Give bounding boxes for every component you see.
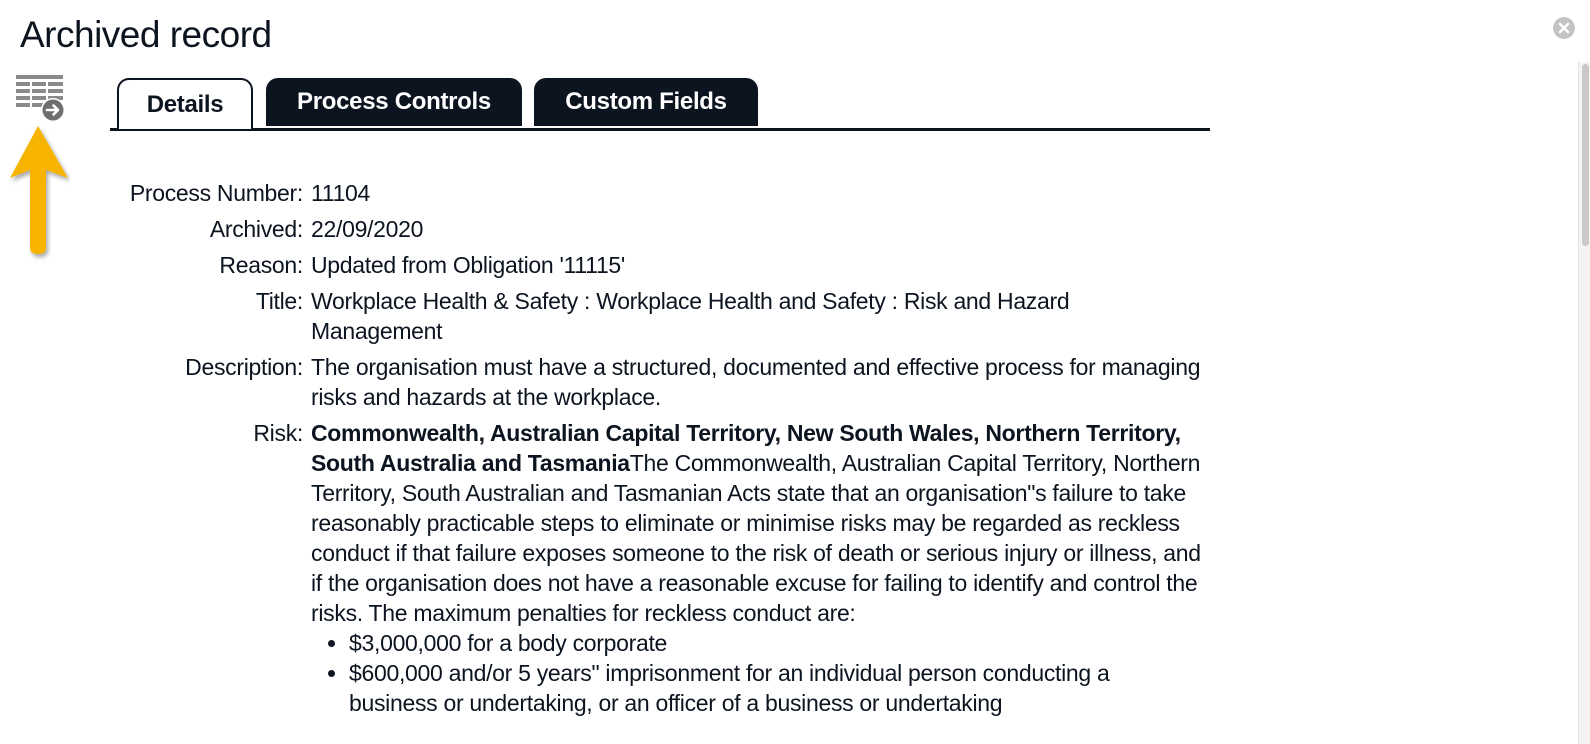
reason-value: Updated from Obligation '11115'	[311, 252, 626, 278]
risk-heading: Commonwealth, Australian Capital Territory, New South Wales, Northern Territory, South Australia and Tasmania	[311, 420, 1181, 476]
risk-row	[110, 418, 1201, 718]
list-item: • $600,000 and/or 5 years" imprisonment for an individual person conducting a business or undertaking, or an officer of a business or undertaking	[349, 658, 1201, 718]
vertical-scrollbar[interactable]	[1578, 62, 1590, 744]
tab-custom-fields[interactable]: Custom Fields	[534, 78, 758, 126]
scrollbar-thumb[interactable]	[1582, 64, 1589, 246]
details-panel	[110, 178, 1201, 724]
risk-text: The Commonwealth, Australian Capital Territory, Northern Territory, South Australian and Tasmanian Acts state that an organisation"s failure to take reasonably practicable steps to eliminate or minimise risks may be regarded as reckless conduct if that failure exposes someone to the risk of death or serious injury or illness, and if the organisation does not have a reasonable excuse for failing to identify and control the risks. The maximum penalties for reckless conduct are:	[311, 450, 1201, 626]
title-value: Workplace Health & Safety : Workplace Health and Safety : Risk and Hazard Management	[311, 288, 1070, 344]
arrow-up-icon	[8, 124, 70, 264]
title-label: Title:	[255, 288, 303, 314]
risk-value	[311, 418, 1201, 718]
reason-row	[110, 250, 1201, 280]
archived-row	[110, 214, 1201, 244]
reason-label: Reason:	[219, 252, 303, 278]
process-number-row	[110, 178, 1201, 208]
table-link-icon[interactable]	[15, 74, 69, 124]
archived-value: 22/09/2020	[311, 216, 424, 242]
close-icon[interactable]	[1553, 17, 1575, 39]
risk-penalty-list	[311, 628, 1201, 718]
tab-bar	[110, 78, 1210, 131]
archived-label: Archived:	[209, 216, 303, 242]
risk-label: Risk:	[253, 420, 303, 446]
page-title: Archived record	[20, 14, 272, 55]
process-number-value: 11104	[311, 180, 371, 206]
list-item: • $3,000,000 for a body corporate	[349, 628, 1201, 658]
description-label: Description:	[185, 354, 303, 380]
process-number-label: Process Number:	[129, 180, 303, 206]
title-row	[110, 286, 1201, 346]
description-row	[110, 352, 1201, 412]
tab-details[interactable]: Details	[117, 78, 253, 129]
tab-process-controls[interactable]: Process Controls	[266, 78, 522, 126]
description-value: The organisation must have a structured, documented and effective process for managing risks and hazards at the workplace.	[311, 354, 1201, 410]
